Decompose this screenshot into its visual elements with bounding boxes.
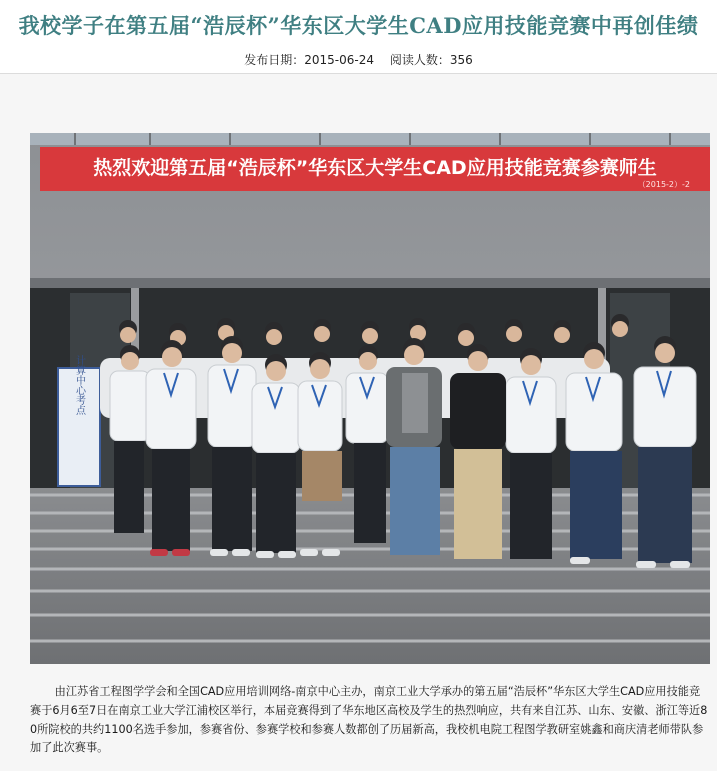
canopy	[30, 278, 710, 288]
view-count	[390, 53, 473, 67]
view-count-value: 356	[449, 53, 473, 67]
article-meta	[0, 51, 717, 68]
article-title: 我校学子在第五届“浩辰杯”华东区大学生CAD应用技能竞赛中再创佳绩	[18, 13, 699, 38]
banner-text: 热烈欢迎第五届“浩辰杯”华东区大学生CAD应用技能竞赛参赛师生	[93, 157, 657, 179]
sign-text: 计算中心考点	[73, 355, 85, 415]
article-body: 由江苏省工程图学学会和全国CAD应用培训网络-南京中心主办，南京工业大学承办的第五届“浩辰杯”华东区大学生CAD应用技能竞赛于6月6至7日在南京工业大学江浦校区举行，本届竞赛得到了华东地区高校及学生的热烈响应，共有来自江苏、山东、安徽、浙江等近80所院校的共约1100名选手参加，参赛省份、参赛学校和参赛人数都创了历届新高，我校机电院工程图学教研室姚鑫和商庆清老师带队参加了此次赛事。	[30, 685, 708, 755]
publish-date-label: 发布日期：	[244, 53, 305, 67]
group-photo	[30, 133, 710, 664]
publish-date	[244, 53, 374, 67]
publish-date-value: 2015-06-24	[304, 53, 374, 67]
upper-windows	[30, 133, 710, 145]
banner-subtext: （2015-2）-2	[637, 180, 690, 189]
view-count-label: 阅读人数：	[389, 53, 450, 67]
